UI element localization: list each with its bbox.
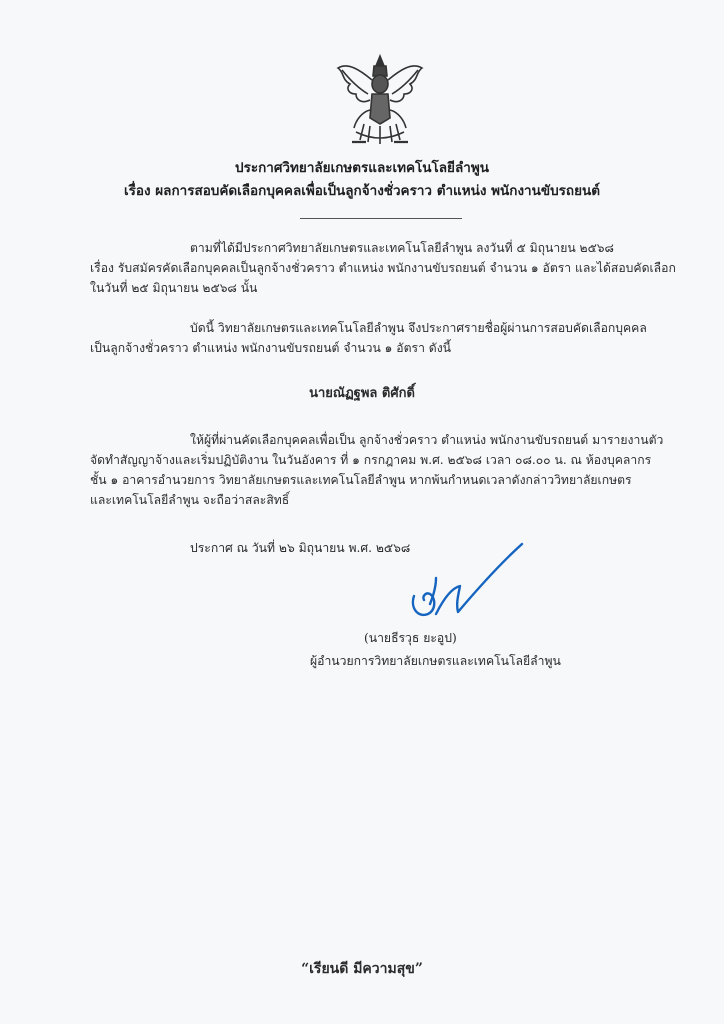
- paragraph-1: [90, 238, 674, 298]
- document-title: ประกาศวิทยาลัยเกษตรและเทคโนโลยีลำพูน: [235, 160, 489, 176]
- signature-image: [400, 538, 530, 628]
- document-subject: เรื่อง ผลการสอบคัดเลือกบุคคลเพื่อเป็นลูกจ้างชั่วคราว ตำแหน่ง พนักงานขับรถยนต์: [124, 183, 600, 199]
- title-divider: [300, 218, 462, 219]
- garuda-emblem-icon: [330, 50, 430, 150]
- paragraph-3-line: ชั้น ๑ อาคารอำนวยการ วิทยาลัยเกษตรและเทคโนโลยีลำพูน หากพ้นกำหนดเวลาดังกล่าววิทยาลัยเกษตร: [90, 473, 632, 487]
- signer-title: ผู้อำนวยการวิทยาลัยเกษตรและเทคโนโลยีลำพูน: [310, 654, 561, 668]
- selected-candidate-name: นายณัฏฐพล ติศักดิ์: [309, 386, 415, 401]
- signer-name: (นายธีรวุธ ยะอูป): [364, 631, 457, 645]
- paragraph-2-line: บัดนี้ วิทยาลัยเกษตรและเทคโนโลยีลำพูน จึงประกาศรายชื่อผู้ผ่านการสอบคัดเลือกบุคคล: [190, 321, 647, 335]
- paragraph-1-line: ตามที่ได้มีประกาศวิทยาลัยเกษตรและเทคโนโลยีลำพูน ลงวันที่ ๕ มิถุนายน ๒๕๖๘: [190, 241, 614, 255]
- paragraph-1-line: เรื่อง รับสมัครคัดเลือกบุคคลเป็นลูกจ้างชั่วคราว ตำแหน่ง พนักงานขับรถยนต์ จำนวน ๑ อัตรา และได้สอบคัดเลือก: [90, 261, 676, 275]
- paragraph-3-line: ให้ผู้ที่ผ่านคัดเลือกบุคคลเพื่อเป็น ลูกจ้างชั่วคราว ตำแหน่ง พนักงานขับรถยนต์ มารายงานตัว: [190, 433, 664, 447]
- paragraph-3-line: และเทคโนโลยีลำพูน จะถือว่าสละสิทธิ์: [90, 493, 290, 507]
- announcement-date: ประกาศ ณ วันที่ ๒๖ มิถุนายน พ.ศ. ๒๕๖๘: [190, 541, 411, 555]
- college-slogan: “เรียนดี มีความสุข”: [301, 961, 423, 977]
- paragraph-3: [90, 430, 674, 510]
- paragraph-2: [90, 318, 674, 358]
- paragraph-3-line: จัดทำสัญญาจ้างและเริ่มปฏิบัติงาน ในวันอังคาร ที่ ๑ กรกฎาคม พ.ศ. ๒๕๖๘ เวลา ๐๘.๐๐ น. ณ ห้องบุคลากร: [90, 453, 652, 467]
- paragraph-2-line: เป็นลูกจ้างชั่วคราว ตำแหน่ง พนักงานขับรถยนต์ จำนวน ๑ อัตรา ดังนี้: [90, 341, 451, 355]
- paragraph-1-line: ในวันที่ ๒๕ มิถุนายน ๒๕๖๘ นั้น: [90, 281, 258, 295]
